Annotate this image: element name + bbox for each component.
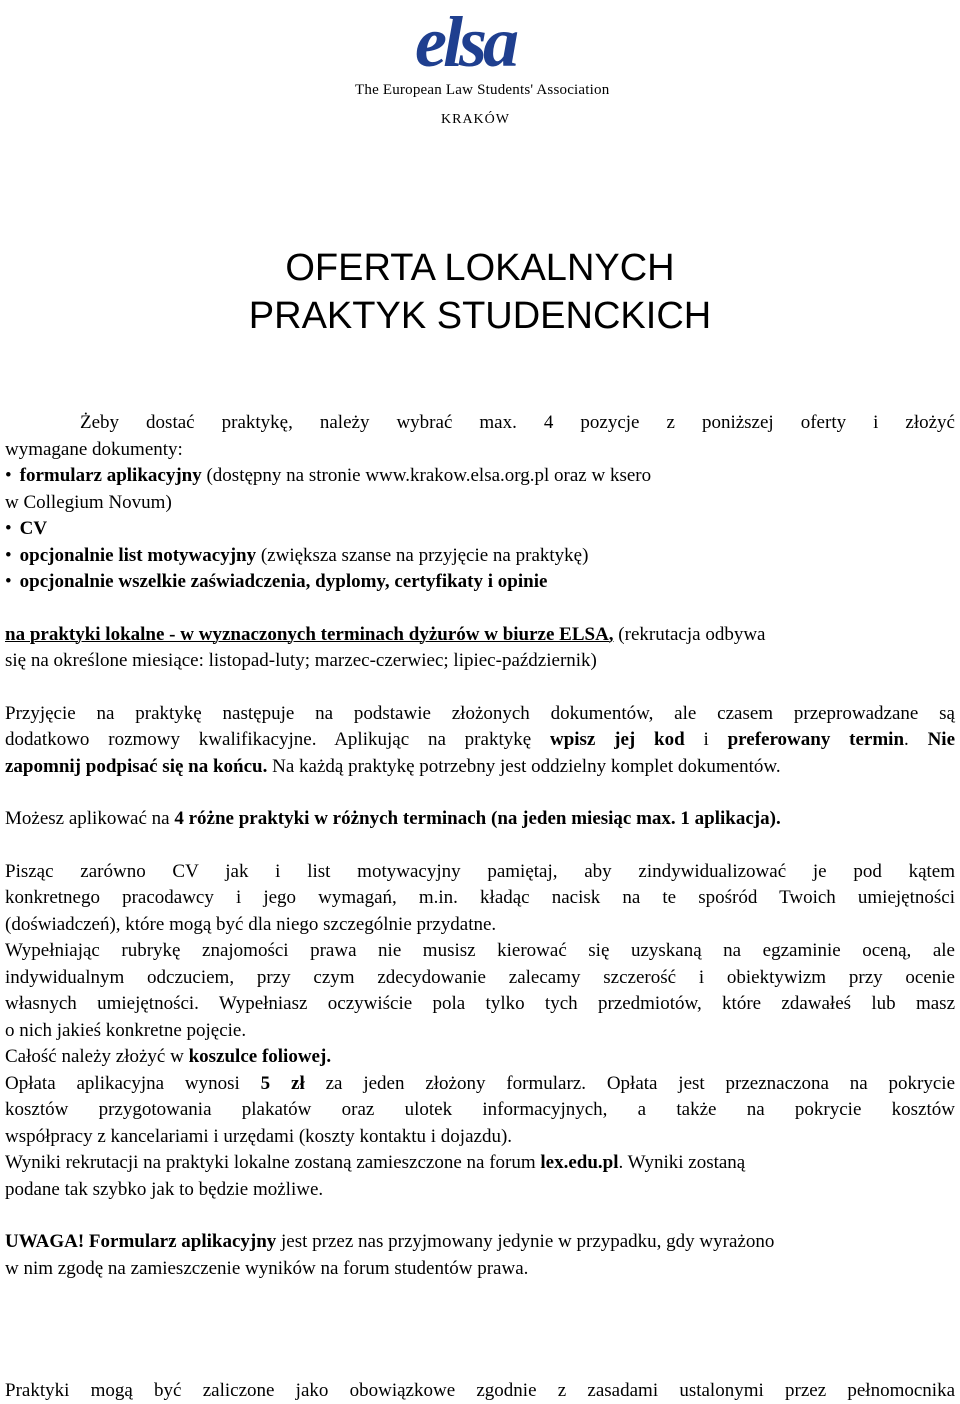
page-title: [0, 244, 960, 340]
svg-text:elsa: elsa: [415, 2, 515, 80]
elsa-logo: [355, 0, 615, 135]
title-line-1: OFERTA LOKALNYCH: [285, 247, 675, 289]
warning-line-1: UWAGA! Formularz aplikacyjny jest przez nas przyjmowany jedynie w przypadku, gdy wyrażono: [5, 1231, 775, 1252]
tips-p1-line-3: (doświadczeń), które mogą być dla niego szczególnie przydatne.: [5, 913, 497, 935]
acceptance-line-2: dodatkowo rozmowy kwalifikacyjne. Aplikując na praktykę wpisz jej kod i preferowany termin. Nie: [5, 729, 956, 750]
tips-p3: Całość należy złożyć w koszulce foliowej.: [5, 1046, 332, 1067]
application-limit: Możesz aplikować na 4 różne praktyki w różnych terminach (na jeden miesiąc max. 1 aplikacja).: [5, 808, 781, 829]
chapter-city: KRAKÓW: [441, 112, 510, 127]
tips-p4-line-3: współpracy z kancelariami i urzędami (koszty kontaktu i dojazdu).: [5, 1125, 513, 1147]
document-item-certificates: • opcjonalnie wszelkie zaświadczenia, dyplomy, certyfikaty i opinie: [5, 569, 955, 596]
tips-p4-line-2: kosztów przygotowania plakatów oraz ulotek informacyjnych, a także na pokrycie kosztów: [5, 1099, 955, 1120]
document-item-application-form: • formularz aplikacyjny (dostępny na stronie www.krakow.elsa.org.pl oraz w ksero: [5, 463, 955, 490]
intro-line-2: wymagane dokumenty:: [5, 438, 183, 460]
intro-line-1: Żeby dostać praktykę, należy wybrać max. 4 pozycje z poniższej oferty i złożyć: [80, 412, 955, 433]
elsa-logo-mark: [413, 0, 553, 80]
tips-p5-line-2: podane tak szybko jak to będzie możliwe.: [5, 1178, 324, 1200]
tips-p2-line-1: Wypełniając rubrykę znajomości prawa nie musisz kierować się uzyskaną na egzaminie oceną, ale: [5, 940, 955, 961]
acceptance-line-3: zapomnij podpisać się na końcu. Na każdą praktykę potrzebny jest oddzielny komplet dokumentów.: [5, 755, 781, 777]
document-item-cv: • CV: [5, 516, 955, 543]
tips-p5-line-1: Wyniki rekrutacji na praktyki lokalne zostaną zamieszczone na forum lex.edu.pl. Wyniki zostaną: [5, 1152, 746, 1173]
recruitment-line-1: na praktyki lokalne - w wyznaczonych terminach dyżurów w biurze ELSA, (rekrutacja odbywa: [5, 623, 766, 645]
document-body: [5, 410, 955, 1282]
tips-p1-line-1: Pisząc zarówno CV jak i list motywacyjny pamiętaj, aby zindywidualizować je pod kątem: [5, 860, 955, 882]
footer-note: Praktyki mogą być zaliczone jako obowiązkowe zgodnie z zasadami ustalonymi przez pełnomocnika: [5, 1380, 955, 1401]
document-item-motivation-letter: • opcjonalnie list motywacyjny (zwiększa szanse na przyjęcie na praktykę): [5, 543, 955, 570]
tips-p1-line-2: konkretnego pracodawcy i jego wymagań, m.in. kładąc nacisk na te spośród Twoich umiejętności: [5, 887, 955, 908]
tips-p2-line-2: indywidualnym odczuciem, przy czym zdecydowanie zalecamy szczerość i obiektywizm przy ocenie: [5, 966, 955, 988]
title-line-2: PRAKTYK STUDENCKICH: [248, 295, 712, 337]
warning-line-2: w nim zgodę na zamieszczenie wyników na forum studentów prawa.: [5, 1257, 529, 1279]
tips-p4-line-1: Opłata aplikacyjna wynosi 5 zł za jeden złożony formularz. Opłata jest przeznaczona na pokrycie: [5, 1072, 956, 1094]
tips-p2-line-3: własnych umiejętności. Wypełniasz oczywiście pola tylko tych przedmiotów, które zdawałeś lub masz: [5, 993, 955, 1014]
acceptance-line-1: Przyjęcie na praktykę następuje na podstawie złożonych dokumentów, ale czasem przeprowadzane są: [5, 702, 955, 724]
tips-p2-line-4: o nich jakieś konkretne pojęcie.: [5, 1019, 247, 1041]
recruitment-line-2: się na określone miesiące: listopad-luty; marzec-czerwiec; lipiec-październik): [5, 650, 597, 671]
document-item-application-form-cont: w Collegium Novum): [5, 491, 172, 513]
association-name: The European Law Students' Association: [355, 82, 610, 98]
